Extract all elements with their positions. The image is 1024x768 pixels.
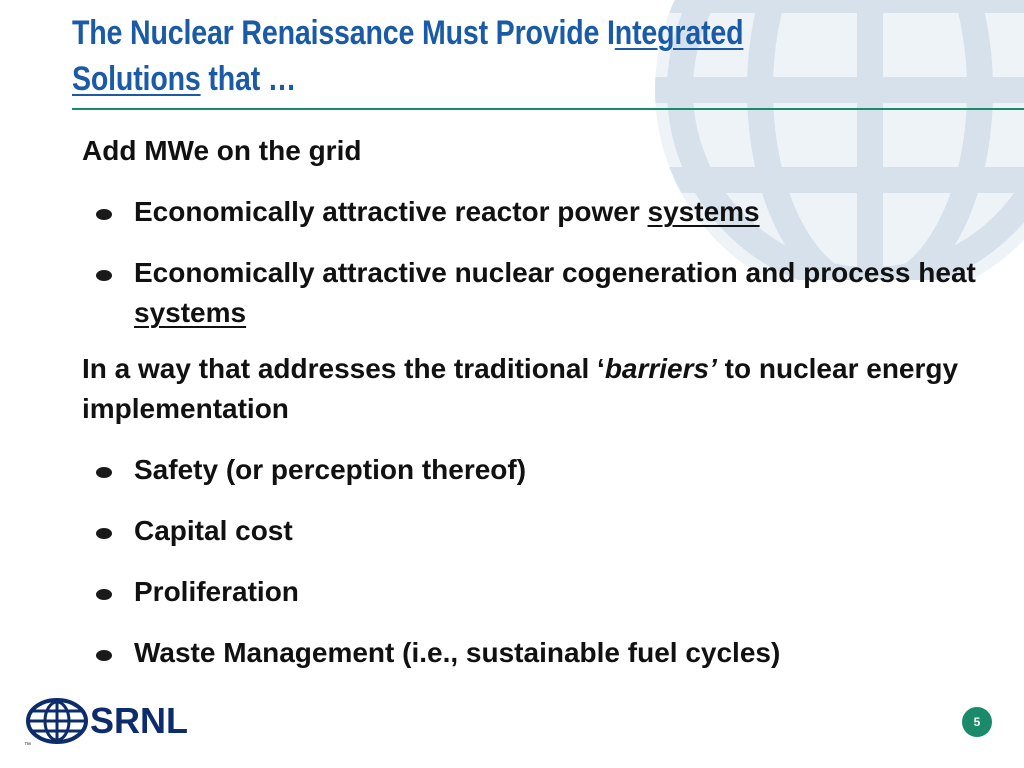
page-title: [72, 10, 794, 102]
title-divider: [72, 108, 1024, 110]
lead-line-2: [82, 349, 982, 429]
title-part2: that …: [200, 60, 297, 98]
logo-wordmark: SRNL: [90, 700, 188, 741]
bullet-text: Capital cost: [134, 515, 293, 546]
slide-content: [82, 131, 982, 673]
bullet-item: [82, 633, 982, 673]
title-underlined: ntegrated Solutions: [72, 14, 744, 98]
title-part1: The Nuclear Renaissance Must Provide I: [72, 14, 615, 52]
bullet-text: Proliferation: [134, 576, 299, 607]
bullet-dot-icon: [96, 209, 112, 220]
lead2-part2: to nuclear energy implementation: [82, 353, 959, 424]
bullet-dot-icon: [96, 650, 112, 661]
bullet-dot-icon: [96, 270, 112, 281]
bullet-underlined-word: systems: [647, 196, 760, 227]
bullet-text: Waste Management (i.e., sustainable fuel cycles): [134, 637, 781, 668]
lead2-italic: barriers’: [604, 353, 717, 384]
bullet-text: Safety (or perception thereof): [134, 454, 527, 485]
lead-line-1: Add MWe on the grid: [82, 135, 362, 166]
page-number-badge: 5: [962, 707, 992, 737]
bullet-item: [82, 511, 982, 551]
srnl-globe-logo-icon: [26, 698, 88, 744]
lead2-part1: In a way that addresses the traditional ‘: [82, 353, 605, 384]
bullet-item: [82, 450, 982, 490]
bullet-dot-icon: [96, 467, 112, 478]
bullet-dot-icon: [96, 528, 112, 539]
bullet-underlined-word: systems: [134, 297, 247, 328]
bullet-text: Economically attractive nuclear cogeneration and process heat: [134, 257, 976, 288]
trademark-mark: ™: [24, 742, 31, 749]
bullet-dot-icon: [96, 589, 112, 600]
bullet-item: [82, 253, 982, 333]
bullet-text: Economically attractive reactor power: [134, 196, 648, 227]
bullet-item: [82, 192, 982, 232]
bullet-item: [82, 572, 982, 612]
